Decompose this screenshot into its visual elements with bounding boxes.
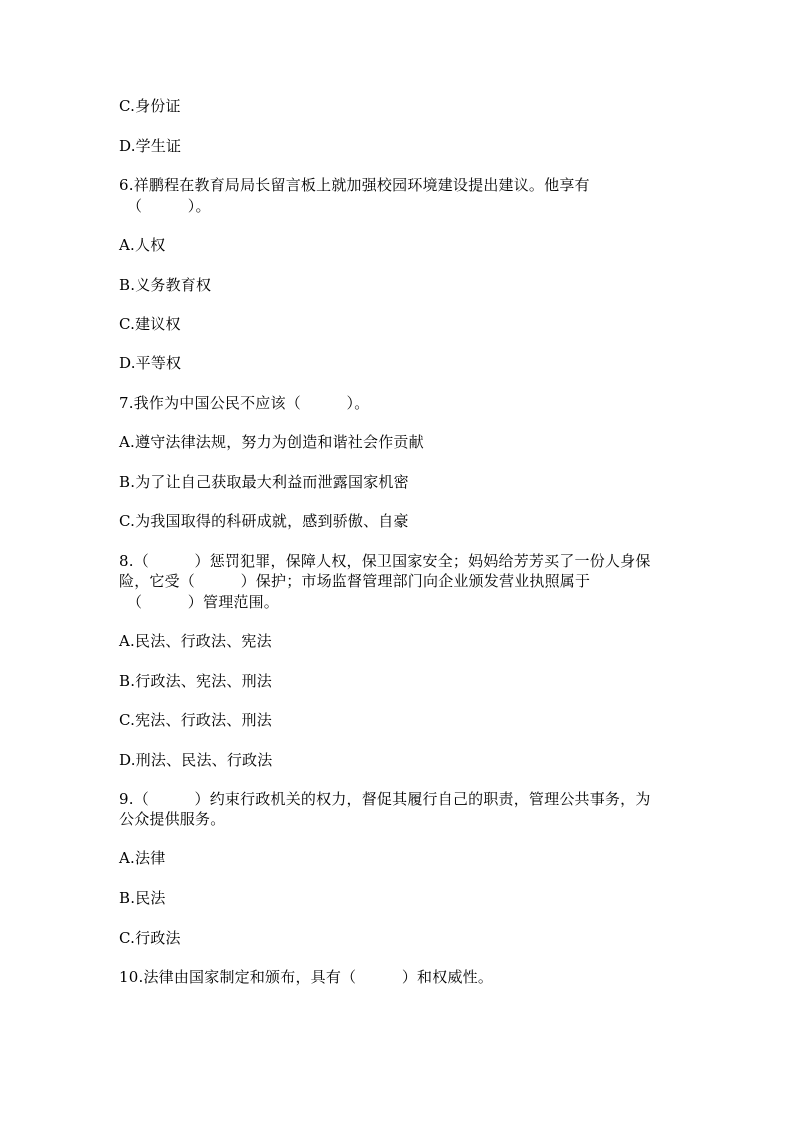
question-6-option-b: B.义务教育权 [119, 276, 212, 294]
question-8-text-line-1: 8.（ ）惩罚犯罪，保障人权，保卫国家安全；妈妈给芳芳买了一份人身保 [119, 552, 651, 570]
question-7-option-c: C.为我国取得的科研成就，感到骄傲、自豪 [119, 512, 409, 530]
question-9-option-a: A.法律 [119, 849, 166, 867]
question-7-option-a: A.遵守法律法规，努力为创造和谐社会作贡献 [119, 433, 424, 451]
question-9-text-line-2: 公众提供服务。 [119, 810, 226, 828]
question-7-text: 7.我作为中国公民不应该（ ）。 [119, 394, 370, 412]
question-8-option-d: D.刑法、民法、行政法 [119, 751, 273, 769]
question-8-option-a: A.民法、行政法、宪法 [119, 632, 272, 650]
option-c-id-card: C.身份证 [119, 97, 181, 115]
option-d-student-card: D.学生证 [119, 137, 182, 155]
question-6-blank: （ ）。 [127, 197, 211, 215]
question-9-option-b: B.民法 [119, 889, 166, 907]
question-9-text-line-1: 9.（ ）约束行政机关的权力，督促其履行自己的职责，管理公共事务，为 [119, 790, 651, 808]
question-8-option-b: B.行政法、宪法、刑法 [119, 672, 272, 690]
question-6-text: 6.祥鹏程在教育局局长留言板上就加强校园环境建设提出建议。他享有 [119, 176, 590, 194]
question-9-option-c: C.行政法 [119, 929, 181, 947]
question-8-text-line-2: 险，它受（ ）保护；市场监督管理部门向企业颁发营业执照属于 [119, 572, 591, 590]
question-8-option-c: C.宪法、行政法、刑法 [119, 711, 272, 729]
question-6-option-c: C.建议权 [119, 315, 181, 333]
question-6-option-a: A.人权 [119, 236, 166, 254]
question-10-text: 10.法律由国家制定和颁布，具有（ ）和权威性。 [119, 968, 494, 986]
question-6-option-d: D.平等权 [119, 354, 182, 372]
question-8-text-line-3: （ ）管理范围。 [127, 593, 280, 611]
question-7-option-b: B.为了让自己获取最大利益而泄露国家机密 [119, 473, 409, 491]
